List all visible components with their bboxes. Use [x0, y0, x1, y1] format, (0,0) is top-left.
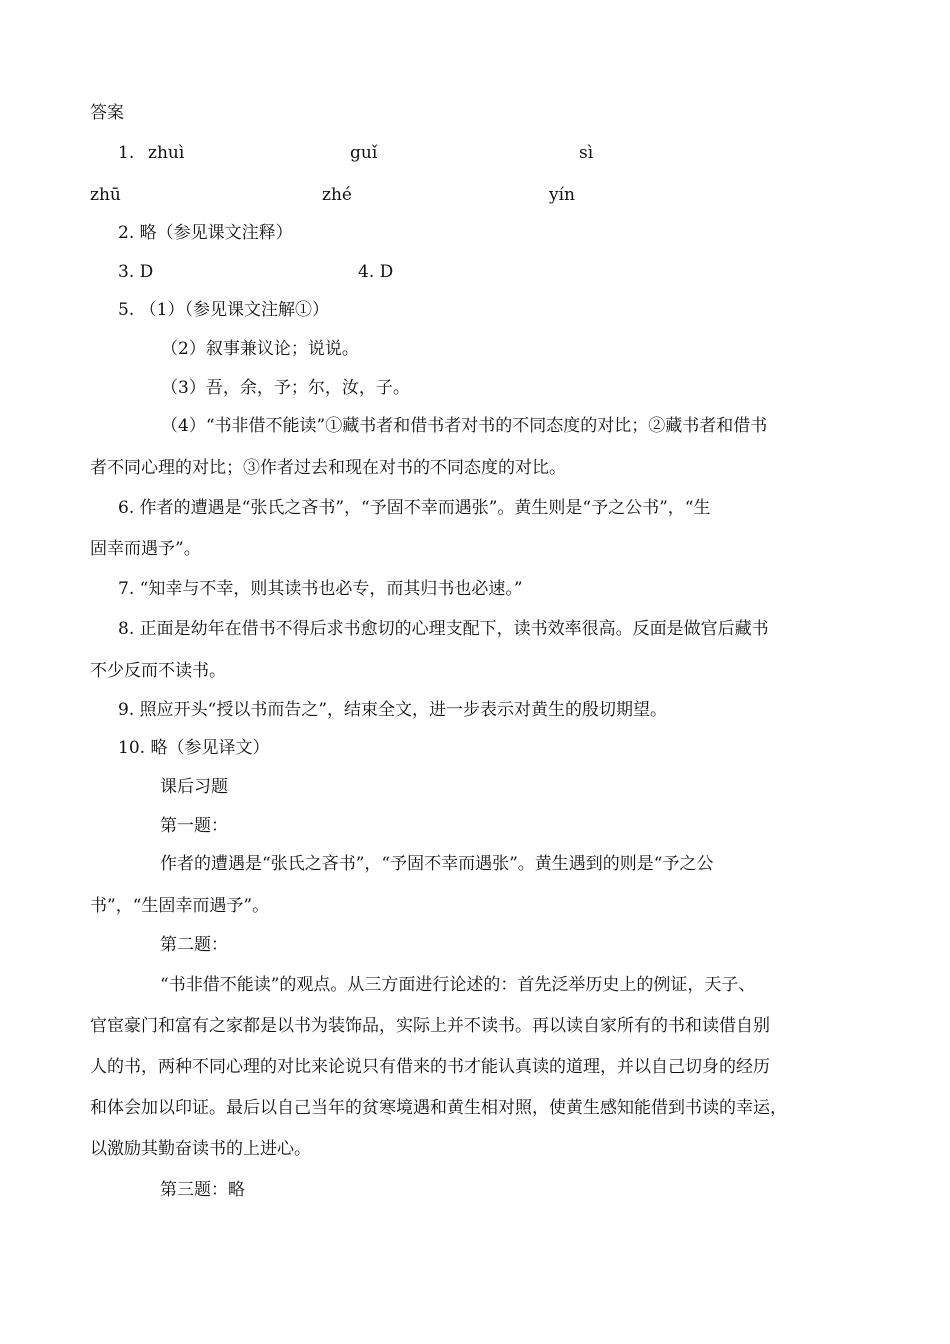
- answer-5-line-1: 5. （1）（参见课文注解①）: [118, 300, 329, 320]
- exercise-2-line-3: 人的书，两种不同心理的对比来论说只有借来的书才能认真读的道理，并以自己切身的经历: [90, 1057, 770, 1077]
- pinyin-3: sì: [579, 143, 594, 163]
- exercise-1-line-1: 作者的遭遇是“张氏之吝书”，“予固不幸而遇张”。黄生遇到的则是“予之公: [160, 854, 714, 874]
- answer-5-line-5: 者不同心理的对比；③作者过去和现在对书的不同态度的对比。: [90, 458, 566, 478]
- answer-6-line-1: 6. 作者的遭遇是“张氏之吝书”，“予固不幸而遇张”。黄生则是“予之公书”，“生: [118, 498, 711, 518]
- q1-number: 1.: [118, 143, 135, 163]
- answer-heading: 答案: [90, 103, 124, 123]
- answer-8-line-1: 8. 正面是幼年在借书不得后求书愈切的心理支配下，读书效率很高。反面是做官后藏书: [118, 619, 769, 639]
- exercise-2-line-4: 和体会加以印证。最后以自己当年的贫寒境遇和黄生相对照，使黄生感知能借到书读的幸运，: [90, 1098, 787, 1118]
- answer-9: 9. 照应开头“授以书而告之”，结束全文，进一步表示对黄生的殷切期望。: [118, 700, 668, 720]
- exercise-1-line-2: 书”，“生固幸而遇予”。: [90, 896, 270, 916]
- pinyin-2: guǐ: [350, 143, 378, 163]
- pinyin-5: zhé: [322, 185, 352, 205]
- pinyin-6: yín: [549, 185, 575, 205]
- answer-6-line-2: 固幸而遇予”。: [90, 539, 201, 559]
- answer-5-line-3: （3）吾，余，予；尔，汝，子。: [161, 378, 410, 398]
- exercise-2-line-1: “书非借不能读”的观点。从三方面进行论述的：首先泛举历史上的例证，天子、: [160, 975, 756, 995]
- answer-4: 4. D: [358, 262, 394, 282]
- exercise-2-label: 第二题：: [160, 935, 228, 955]
- pinyin-4: zhū: [90, 185, 121, 205]
- answer-7: 7. “知幸与不幸，则其读书也必专，而其归书也必速。”: [118, 579, 523, 599]
- answer-3: 3. D: [118, 262, 154, 282]
- answer-2: 2. 略（参见课文注释）: [118, 223, 293, 243]
- answer-10: 10. 略（参见译文）: [118, 738, 270, 758]
- exercise-2-line-2: 官宦豪门和富有之家都是以书为装饰品，实际上并不读书。再以读自家所有的书和读借自别: [90, 1016, 770, 1036]
- pinyin-1: zhuì: [148, 143, 185, 163]
- exercise-1-label: 第一题：: [160, 816, 228, 836]
- answer-8-line-2: 不少反而不读书。: [90, 661, 226, 681]
- after-class-title: 课后习题: [160, 777, 228, 797]
- exercise-2-line-5: 以激励其勤奋读书的上进心。: [90, 1139, 311, 1159]
- exercise-3: 第三题：略: [160, 1180, 245, 1200]
- answer-5-line-4: （4）“书非借不能读”①藏书者和借书者对书的不同态度的对比；②藏书者和借书: [161, 416, 768, 436]
- answer-5-line-2: （2）叙事兼议论；说说。: [161, 339, 359, 359]
